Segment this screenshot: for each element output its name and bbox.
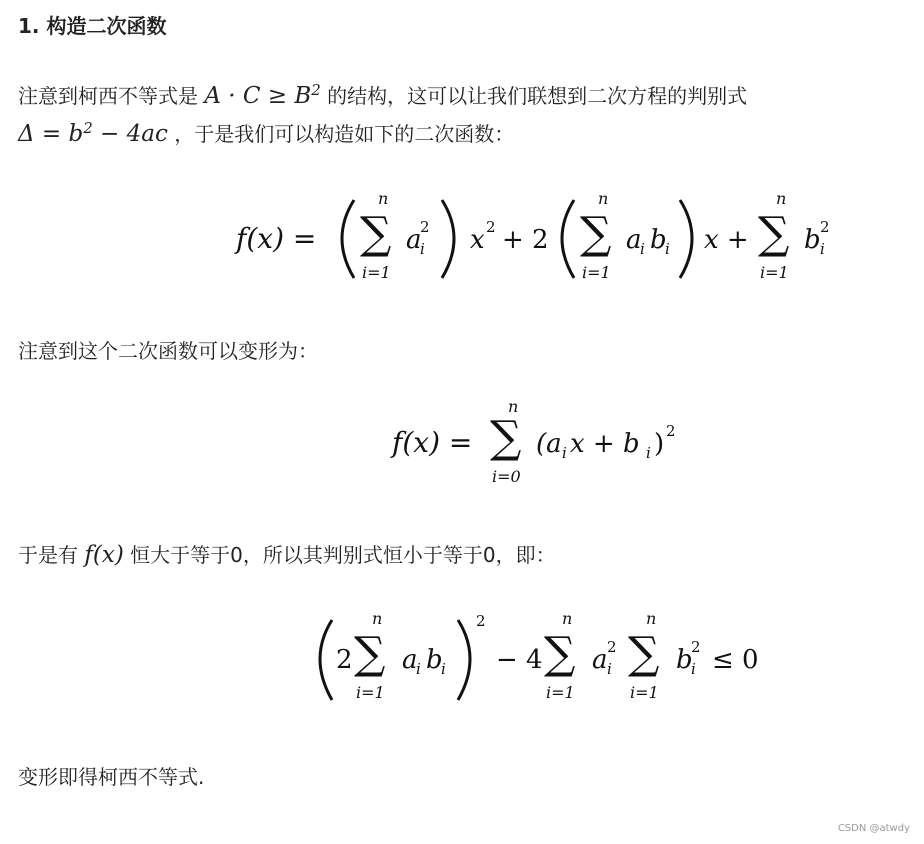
eq2-body: (a (536, 429, 562, 459)
eq2-sub2: i (646, 444, 651, 462)
eq2-sum-lower: i=0 (492, 467, 521, 486)
term1-sub: i (420, 240, 425, 258)
equation-2-svg (388, 400, 688, 490)
eq3-b: b (426, 645, 443, 675)
eq3-sum-upper-2: n (562, 610, 573, 628)
term2b: b (650, 225, 667, 255)
eq3-right-paren (458, 620, 470, 700)
eq3-leq: ≤ 0 (712, 645, 759, 675)
equation-1-svg (230, 190, 850, 290)
eq3-sum-lower-3: i=1 (630, 683, 659, 702)
eq3-outer-sup: 2 (476, 612, 486, 630)
equation-1 (230, 190, 850, 294)
term1-sup: 2 (420, 218, 430, 236)
left-paren (342, 200, 354, 278)
text: 于是有 (18, 543, 78, 567)
term1: a (406, 225, 422, 255)
sum-upper-3: n (776, 190, 787, 208)
paragraph-line-2 (18, 119, 514, 149)
eq3-sum-lower-2: i=1 (546, 683, 575, 702)
eq3-two: 2 (336, 645, 353, 675)
eq3-sum-upper: n (372, 610, 383, 628)
eq2-sup: 2 (666, 422, 676, 440)
eq3-sigma-2: ∑ (544, 628, 576, 679)
term2b-sub: i (665, 240, 670, 258)
eq3-sum-upper-3: n (646, 610, 657, 628)
eq2-close: ) (654, 429, 665, 459)
eq1-lhs: f(x) = (236, 222, 317, 255)
eq3-sigma: ∑ (354, 628, 386, 679)
section-heading: 1. 构造二次函数 (18, 14, 167, 38)
right-paren-2 (680, 200, 692, 278)
equation-3 (310, 610, 780, 714)
sigma-3: ∑ (758, 208, 790, 259)
eq3-b2: b (676, 645, 693, 675)
term2: a (626, 225, 642, 255)
eq3-left-paren (320, 620, 332, 700)
text: 注意到柯西不等式是 (18, 84, 198, 108)
eq3-sigma-3: ∑ (628, 628, 660, 679)
watermark: CSDN @atwdy (837, 823, 910, 834)
eq3-a2-sub: i (607, 660, 612, 678)
eq3-b-sub: i (441, 660, 446, 678)
eq2-lhs: f(x) = (392, 426, 473, 459)
eq2-sub: i (562, 444, 567, 462)
math-inline: f(x) (84, 542, 124, 568)
paragraph-line-1 (18, 81, 747, 111)
eq3-a2: a (592, 645, 608, 675)
sum-upper: n (378, 190, 389, 208)
sigma-2: ∑ (580, 208, 612, 259)
text: 恒大于等于0，所以其判别式恒小于等于0，即： (130, 543, 556, 567)
eq2-mid: x + b (570, 429, 640, 459)
eq3-minus4: − 4 (496, 645, 543, 675)
term3-sup: 2 (820, 218, 830, 236)
paragraph-2: 注意到这个二次函数可以变形为： (18, 339, 318, 363)
x2-sup: 2 (486, 218, 496, 236)
math-inline: $A \cdot C \ge B^2$ (204, 80, 321, 109)
paragraph-4: 变形即得柯西不等式. (18, 765, 205, 789)
term3: b (804, 225, 821, 255)
eq2-sigma: ∑ (490, 412, 522, 463)
sum-lower: i=1 (362, 263, 391, 282)
text: ，于是我们可以构造如下的二次函数： (174, 122, 515, 146)
equation-2 (388, 400, 688, 494)
sigma: ∑ (360, 208, 392, 259)
math-inline: $\Delta = b^2 - 4ac$ (18, 118, 168, 147)
x-plus: x + (704, 225, 749, 255)
term2-sub: i (640, 240, 645, 258)
eq3-b2-sup: 2 (691, 638, 701, 656)
sum-lower-2: i=1 (582, 263, 611, 282)
x2: x (470, 225, 485, 255)
equation-3-svg (310, 610, 780, 710)
eq3-a: a (402, 645, 418, 675)
eq3-a-sub: i (416, 660, 421, 678)
paragraph-3 (18, 540, 556, 570)
text: 的结构，这可以让我们联想到二次方程的判别式 (327, 84, 748, 108)
eq2-sum-upper: n (508, 400, 519, 416)
sum-upper-2: n (598, 190, 609, 208)
sum-lower-3: i=1 (760, 263, 789, 282)
eq3-a2-sup: 2 (607, 638, 617, 656)
term3-sub: i (820, 240, 825, 258)
left-paren-2 (562, 200, 574, 278)
eq3-sum-lower: i=1 (356, 683, 385, 702)
eq3-b2-sub: i (691, 660, 696, 678)
plus2: + 2 (502, 225, 549, 255)
right-paren (442, 200, 454, 278)
